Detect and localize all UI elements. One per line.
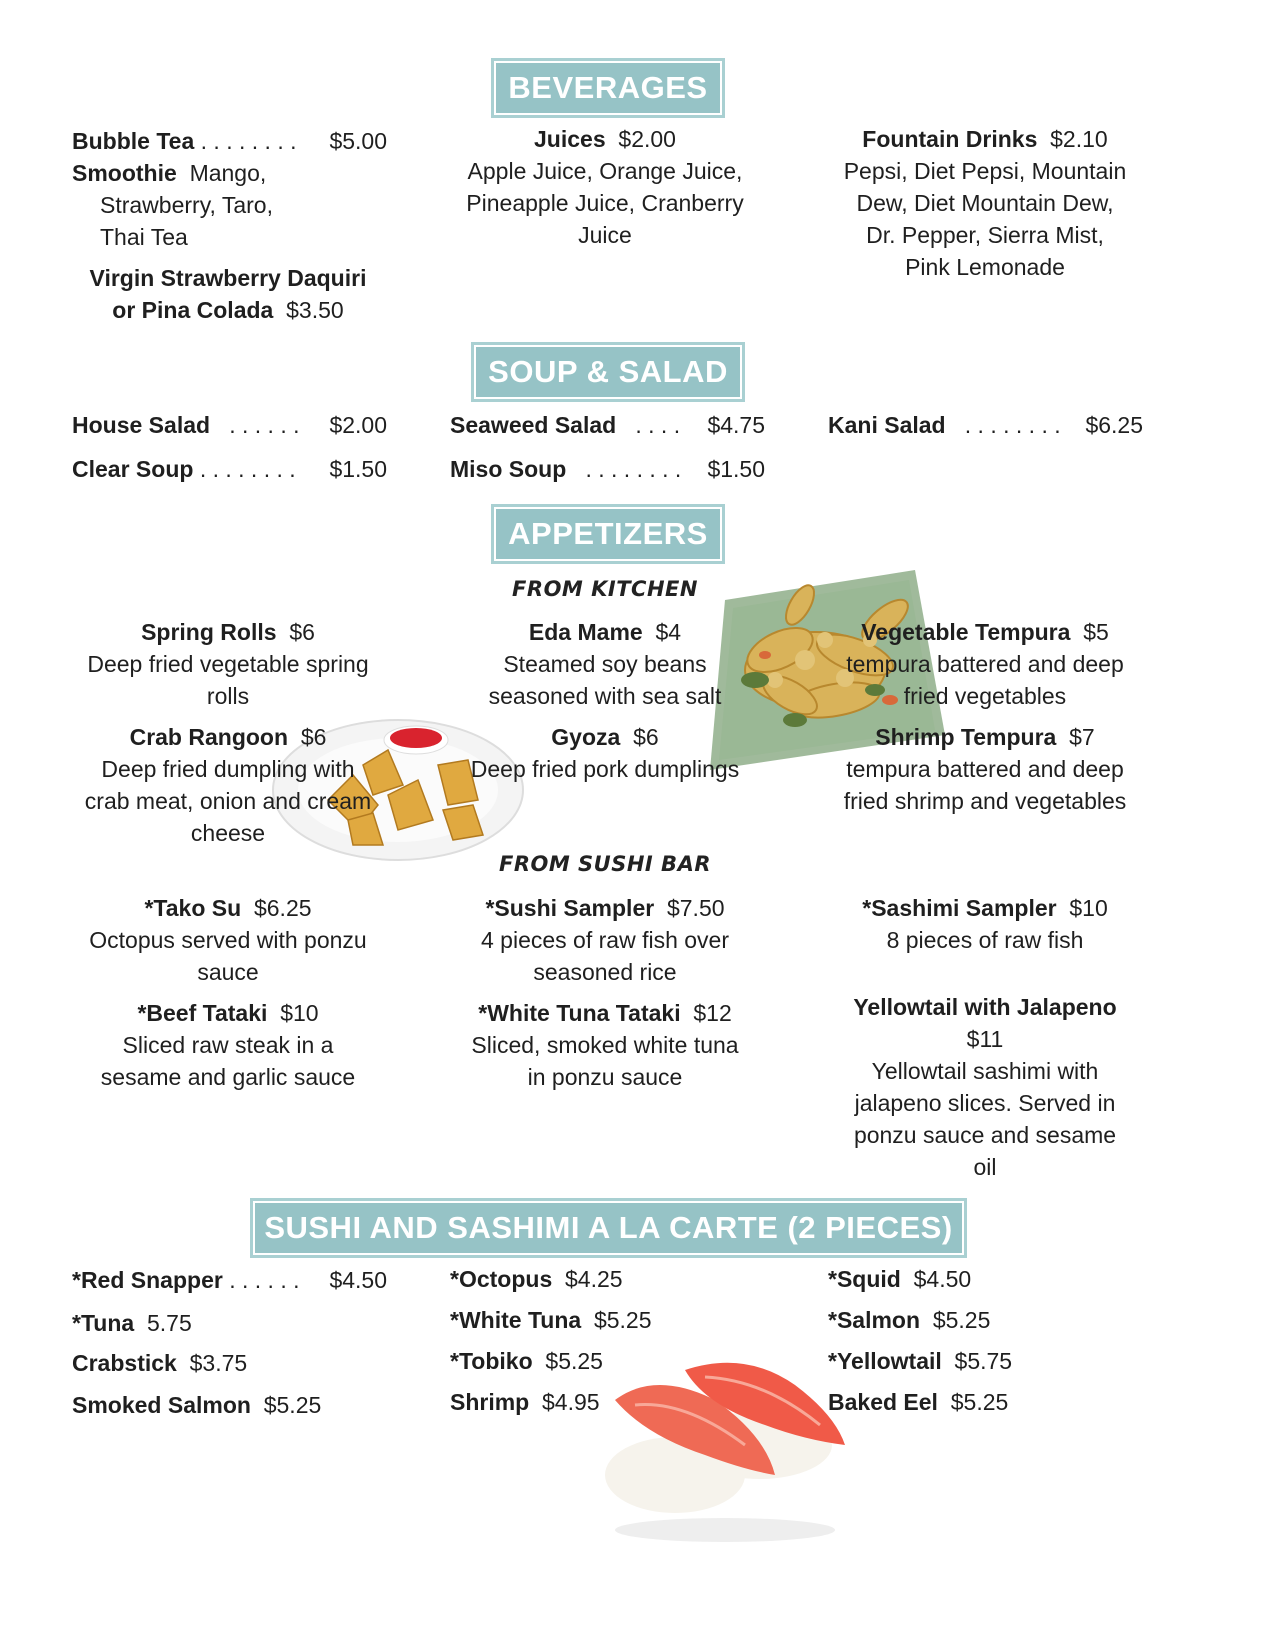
fountain-desc-3: Dr. Pepper, Sierra Mist,: [866, 222, 1104, 248]
white-tuna-item: [450, 1304, 652, 1336]
yellowtail-jalapeno-name: Yellowtail with Jalapeno: [853, 994, 1117, 1020]
shrimp-tempura-desc-2: fried shrimp and vegetables: [843, 788, 1127, 814]
house-salad-dots: . . . . . .: [229, 412, 300, 438]
squid-price: $4.50: [913, 1266, 972, 1292]
bubble-tea-dots: . . . . . . . .: [200, 128, 297, 154]
from-kitchen-heading: FROM KITCHEN: [512, 577, 698, 601]
virgin-item: [58, 262, 398, 326]
tobiko-price: $5.25: [545, 1348, 603, 1374]
yellowtail-jalapeno-desc-4: oil: [973, 1154, 997, 1180]
yellowtail-name: *Yellowtail: [828, 1348, 942, 1374]
red-snapper-dots: . . . . . .: [229, 1267, 300, 1293]
tuna-price: 5.75: [146, 1310, 192, 1336]
octopus-name: *Octopus: [450, 1266, 553, 1292]
crab-rangoon-item: [63, 721, 393, 849]
shrimp-tempura-desc-1: tempura battered and deep: [846, 756, 1124, 782]
fountain-price: $2.10: [1050, 126, 1108, 152]
shrimp-price: $4.95: [542, 1389, 600, 1415]
eda-mame-price: $4: [655, 619, 682, 645]
juices-item: [440, 123, 770, 251]
sashimi-sampler-name: *Sashimi Sampler: [862, 895, 1057, 921]
smoked-salmon-item: [72, 1389, 321, 1421]
clear-soup-item: [72, 453, 387, 485]
juices-name: Juices: [534, 126, 606, 152]
white-tuna-tataki-item: [440, 997, 770, 1093]
eda-mame-name: Eda Mame: [528, 619, 643, 645]
spring-rolls-name: Spring Rolls: [141, 619, 277, 645]
fountain-desc-4: Pink Lemonade: [905, 254, 1065, 280]
juices-desc-3: Juice: [578, 222, 632, 248]
sashimi-sampler-item: [815, 892, 1155, 956]
seaweed-salad-price: $4.75: [707, 412, 765, 438]
shrimp-item: [450, 1386, 600, 1418]
crab-rangoon-desc-1: Deep fried dumpling with: [101, 756, 355, 782]
kani-salad-name: Kani Salad: [828, 412, 946, 438]
spring-rolls-desc-2: rolls: [206, 683, 250, 709]
sushi-sampler-desc-1: 4 pieces of raw fish over: [480, 927, 729, 953]
smoked-salmon-name: Smoked Salmon: [72, 1392, 251, 1418]
crab-rangoon-price: $6: [300, 724, 327, 750]
red-snapper-item: [72, 1264, 387, 1296]
juices-desc-2: Pineapple Juice, Cranberry: [466, 190, 744, 216]
shrimp-tempura-price: $7: [1069, 724, 1095, 750]
seaweed-salad-name: Seaweed Salad: [450, 412, 617, 438]
yellowtail-jalapeno-item: [815, 991, 1155, 1183]
white-tuna-name: *White Tuna: [450, 1307, 582, 1333]
yellowtail-jalapeno-desc-3: ponzu sauce and sesame: [853, 1122, 1117, 1148]
squid-item: [828, 1263, 971, 1295]
fountain-desc-1: Pepsi, Diet Pepsi, Mountain: [843, 158, 1127, 184]
smoothie-name: Smoothie: [72, 160, 177, 186]
beef-tataki-name: *Beef Tataki: [137, 1000, 268, 1026]
tako-su-item: [63, 892, 393, 988]
red-snapper-price: $4.50: [329, 1267, 387, 1293]
smoothie-desc-1: Mango,: [189, 160, 267, 186]
tako-su-desc-1: Octopus served with ponzu: [89, 927, 367, 953]
eda-mame-item: [440, 616, 770, 712]
clear-soup-dots: . . . . . . . .: [199, 456, 296, 482]
house-salad-price: $2.00: [329, 412, 387, 438]
crabstick-item: [72, 1347, 247, 1379]
sushi-sampler-item: [440, 892, 770, 988]
yellowtail-jalapeno-desc-1: Yellowtail sashimi with: [871, 1058, 1099, 1084]
gyoza-desc-1: Deep fried pork dumplings: [470, 756, 740, 782]
fountain-desc-2: Dew, Diet Mountain Dew,: [856, 190, 1114, 216]
yellowtail-jalapeno-price: $11: [966, 1026, 1004, 1052]
clear-soup-name: Clear Soup: [72, 456, 194, 482]
gyoza-price: $6: [633, 724, 659, 750]
fountain-item: [815, 123, 1155, 283]
white-tuna-tataki-desc-1: Sliced, smoked white tuna: [471, 1032, 739, 1058]
shrimp-name: Shrimp: [450, 1389, 530, 1415]
white-tuna-tataki-desc-2: in ponzu sauce: [527, 1064, 683, 1090]
baked-eel-price: $5.25: [950, 1389, 1009, 1415]
nigiri-photo-icon: [595, 1345, 855, 1545]
crabstick-name: Crabstick: [72, 1350, 177, 1376]
spring-rolls-desc-1: Deep fried vegetable spring: [87, 651, 369, 677]
veg-tempura-desc-2: fried vegetables: [903, 683, 1067, 709]
bubble-tea-item: [72, 125, 387, 157]
appetizers-banner: APPETIZERS: [494, 507, 722, 561]
beef-tataki-desc-2: sesame and garlic sauce: [100, 1064, 356, 1090]
from-sushi-bar-heading: FROM SUSHI BAR: [498, 852, 711, 876]
tuna-item: [72, 1307, 192, 1339]
sushi-sampler-desc-2: seasoned rice: [533, 959, 677, 985]
smoothie-desc-3: Thai Tea: [100, 224, 188, 250]
veg-tempura-item: [815, 616, 1155, 712]
miso-soup-price: $1.50: [707, 456, 765, 482]
smoothie-item: [72, 157, 402, 253]
beef-tataki-item: [63, 997, 393, 1093]
octopus-item: [450, 1263, 623, 1295]
miso-soup-name: Miso Soup: [450, 456, 567, 482]
sashimi-sampler-desc-1: 8 pieces of raw fish: [886, 927, 1084, 953]
beverages-banner: BEVERAGES: [494, 61, 722, 115]
salmon-name: *Salmon: [828, 1307, 921, 1333]
crabstick-price: $3.75: [189, 1350, 248, 1376]
spring-rolls-price: $6: [289, 619, 315, 645]
squid-name: *Squid: [828, 1266, 901, 1292]
red-snapper-name: *Red Snapper: [72, 1267, 223, 1293]
beef-tataki-desc-1: Sliced raw steak in a: [122, 1032, 334, 1058]
kani-salad-price: $6.25: [1085, 412, 1143, 438]
fountain-name: Fountain Drinks: [862, 126, 1038, 152]
tuna-name: *Tuna: [72, 1310, 135, 1336]
eda-mame-desc-1: Steamed soy beans: [503, 651, 707, 677]
miso-soup-dots: . . . . . . . .: [585, 456, 682, 482]
salmon-item: [828, 1304, 990, 1336]
clear-soup-price: $1.50: [329, 456, 387, 482]
gyoza-item: [440, 721, 770, 785]
bubble-tea-price: $5.00: [329, 128, 387, 154]
house-salad-item: [72, 409, 387, 441]
crab-rangoon-desc-2: crab meat, onion and cream: [84, 788, 372, 814]
kani-salad-dots: . . . . . . . .: [964, 412, 1061, 438]
eda-mame-desc-2: seasoned with sea salt: [488, 683, 722, 709]
veg-tempura-desc-1: tempura battered and deep: [846, 651, 1124, 677]
tako-su-price: $6.25: [253, 895, 312, 921]
crab-rangoon-desc-3: cheese: [190, 820, 266, 846]
virgin-line-1: Virgin Strawberry Daquiri: [89, 265, 367, 291]
spring-rolls-item: [63, 616, 393, 712]
yellowtail-jalapeno-desc-2: jalapeno slices. Served in: [854, 1090, 1116, 1116]
sushi-sampler-price: $7.50: [666, 895, 725, 921]
virgin-line-2: or Pina Colada: [112, 297, 274, 323]
yellowtail-price: $5.75: [954, 1348, 1013, 1374]
tobiko-item: [450, 1345, 603, 1377]
octopus-price: $4.25: [565, 1266, 623, 1292]
veg-tempura-name: Vegetable Tempura: [861, 619, 1071, 645]
beef-tataki-price: $10: [280, 1000, 319, 1026]
sashimi-sampler-price: $10: [1069, 895, 1108, 921]
gyoza-name: Gyoza: [551, 724, 621, 750]
juices-price: $2.00: [618, 126, 676, 152]
veg-tempura-price: $5: [1083, 619, 1109, 645]
soup-salad-banner: SOUP & SALAD: [474, 345, 742, 399]
seaweed-salad-dots: . . . .: [635, 412, 681, 438]
shrimp-tempura-name: Shrimp Tempura: [875, 724, 1057, 750]
virgin-price: $3.50: [286, 297, 344, 323]
smoothie-desc-2: Strawberry, Taro,: [100, 192, 273, 218]
bubble-tea-name: Bubble Tea: [72, 128, 195, 154]
house-salad-name: House Salad: [72, 412, 211, 438]
alacarte-banner: SUSHI AND SASHIMI A LA CARTE (2 PIECES): [253, 1201, 964, 1255]
shrimp-tempura-item: [815, 721, 1155, 817]
salmon-price: $5.25: [932, 1307, 991, 1333]
miso-soup-item: [450, 453, 765, 485]
tako-su-desc-2: sauce: [197, 959, 259, 985]
seaweed-salad-item: [450, 409, 765, 441]
white-tuna-price: $5.25: [593, 1307, 652, 1333]
sushi-sampler-name: *Sushi Sampler: [485, 895, 655, 921]
baked-eel-item: [828, 1386, 1008, 1418]
white-tuna-tataki-name: *White Tuna Tataki: [478, 1000, 681, 1026]
tako-su-name: *Tako Su: [144, 895, 242, 921]
tobiko-name: *Tobiko: [450, 1348, 533, 1374]
yellowtail-item: [828, 1345, 1012, 1377]
white-tuna-tataki-price: $12: [693, 1000, 732, 1026]
smoked-salmon-price: $5.25: [263, 1392, 322, 1418]
kani-salad-item: [828, 409, 1143, 441]
crab-rangoon-name: Crab Rangoon: [129, 724, 289, 750]
baked-eel-name: Baked Eel: [828, 1389, 938, 1415]
juices-desc-1: Apple Juice, Orange Juice,: [467, 158, 743, 184]
